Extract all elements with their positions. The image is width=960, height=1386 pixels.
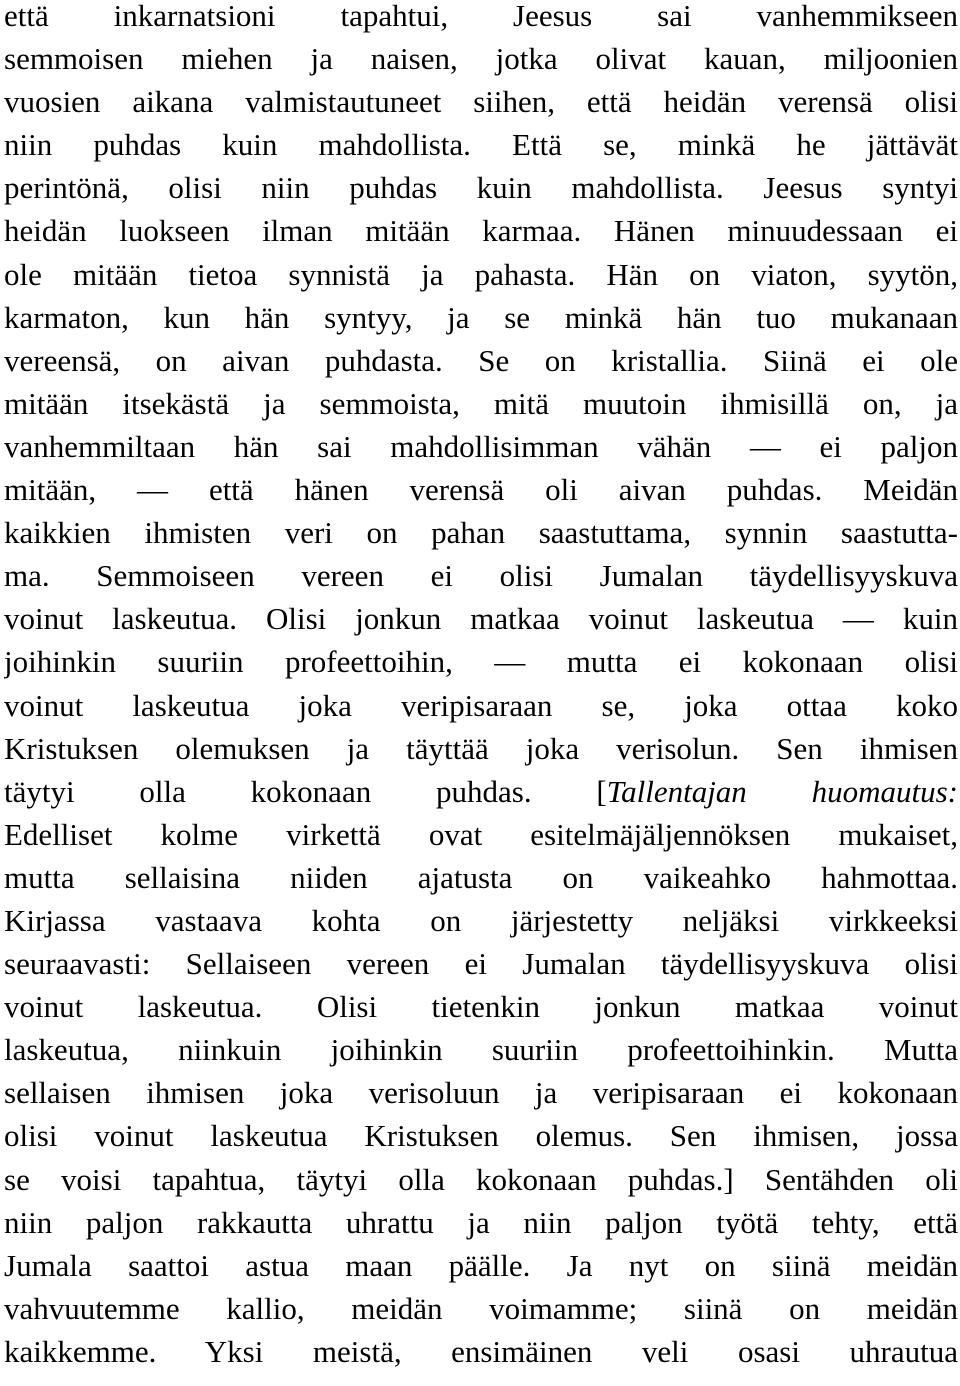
text-line-18: Kristuksen olemuksen ja täyttää joka verisolun. Sen ihmisen	[4, 730, 958, 766]
text-line-25: laskeutua, niinkuin joihinkin suuriin profeettoihinkin. Mutta	[4, 1032, 958, 1068]
text-line-19	[4, 770, 958, 813]
text-line-5: perintönä, olisi niin puhdas kuin mahdollista. Jeesus syntyi	[4, 170, 958, 206]
text-line-13: kaikkien ihmisten veri on pahan saastuttama, synnin saastutta-	[4, 515, 958, 551]
text-line-14: ma. Semmoiseen vereen ei olisi Jumalan täydellisyyskuva	[4, 558, 958, 594]
text-line-4: niin puhdas kuin mahdollista. Että se, minkä he jättävät	[4, 127, 958, 163]
text-line-17: voinut laskeutua joka veripisaraan se, joka ottaa koko	[4, 687, 958, 723]
text-line-23: seuraavasti: Sellaiseen vereen ei Jumalan täydellisyyskuva olisi	[4, 946, 958, 982]
text-line-9: vereensä, on aivan puhdasta. Se on kristallia. Siinä ei ole	[4, 342, 958, 378]
text-line-31: vahvuutemme kallio, meidän voimamme; siinä on meidän	[4, 1290, 958, 1326]
text-line-26: sellaisen ihmisen joka verisoluun ja veripisaraan ei kokonaan	[4, 1075, 958, 1111]
text-line-24: voinut laskeutua. Olisi tietenkin jonkun matkaa voinut	[4, 989, 958, 1025]
text-line-7: ole mitään tietoa synnistä ja pahasta. Hän on viaton, syytön,	[4, 256, 958, 292]
text-line-30: Jumala saattoi astua maan päälle. Ja nyt on siinä meidän	[4, 1247, 958, 1283]
document-page	[4, 0, 958, 1373]
transcriber-note-label: Tallentajan huomautus:	[606, 773, 958, 809]
text-line-15: voinut laskeutua. Olisi jonkun matkaa voinut laskeutua — kuin	[4, 601, 958, 637]
text-line-20: Edelliset kolme virkettä ovat esitelmäjäljennöksen mukaiset,	[4, 816, 958, 852]
text-line-11: vanhemmiltaan hän sai mahdollisimman vähän — ei paljon	[4, 428, 958, 464]
text-line-1: että inkarnatsioni tapahtui, Jeesus sai vanhemmikseen	[4, 0, 958, 33]
text-line-3: vuosien aikana valmistautuneet siihen, että heidän verensä olisi	[4, 84, 958, 120]
text-line-16: joihinkin suuriin profeettoihin, — mutta ei kokonaan olisi	[4, 644, 958, 680]
text-line-27: olisi voinut laskeutua Kristuksen olemus. Sen ihmisen, jossa	[4, 1118, 958, 1154]
text-line-10: mitään itsekästä ja semmoista, mitä muutoin ihmisillä on, ja	[4, 385, 958, 421]
text-line-21: mutta sellaisina niiden ajatusta on vaikeahko hahmottaa.	[4, 859, 958, 895]
text-line-12: mitään, — että hänen verensä oli aivan puhdas. Meidän	[4, 472, 958, 508]
text-line-32: kaikkemme. Yksi meistä, ensimäinen veli osasi uhrautua	[4, 1333, 958, 1369]
text-line-2: semmoisen miehen ja naisen, jotka olivat kauan, miljoonien	[4, 41, 958, 77]
text-line-6: heidän luokseen ilman mitään karmaa. Hänen minuudessaan ei	[4, 213, 958, 249]
text-line-19-start: täytyi olla kokonaan puhdas. [	[4, 773, 607, 809]
text-line-28: se voisi tapahtua, täytyi olla kokonaan puhdas.] Sentähden oli	[4, 1161, 958, 1197]
text-line-8: karmaton, kun hän syntyy, ja se minkä hän tuo mukanaan	[4, 299, 958, 335]
text-line-29: niin paljon rakkautta uhrattu ja niin paljon työtä tehty, että	[4, 1204, 958, 1240]
text-line-22: Kirjassa vastaava kohta on järjestetty neljäksi virkkeeksi	[4, 902, 958, 938]
